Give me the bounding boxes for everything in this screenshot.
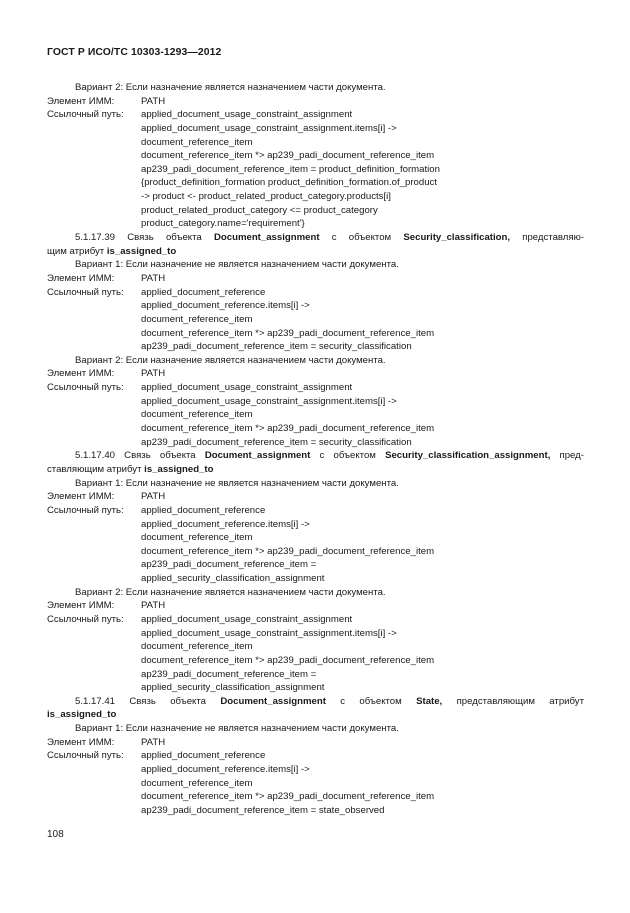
field-row bbox=[47, 108, 584, 122]
reference-path-line: product_category.name='requirement'} bbox=[141, 218, 305, 230]
field-value: applied_document_usage_constraint_assignment bbox=[141, 382, 353, 394]
reference-path-line: product_related_product_category <= product_category bbox=[141, 204, 378, 216]
field-row bbox=[47, 272, 584, 286]
field-label: Ссылочный путь: bbox=[47, 286, 124, 298]
reference-path-line: document_reference_item *> ap239_padi_document_reference_item bbox=[141, 791, 435, 803]
field-value: applied_document_reference bbox=[141, 504, 266, 516]
field-row bbox=[47, 381, 584, 395]
page-number: 108 bbox=[47, 829, 64, 840]
entity-name: Security_classification, bbox=[403, 232, 511, 244]
reference-path-line: applied_document_usage_constraint_assignment.items[i] -> bbox=[141, 395, 397, 407]
reference-path-line: applied_security_classification_assignment bbox=[141, 573, 325, 585]
section-heading-line bbox=[47, 708, 584, 722]
field-label: Ссылочный путь: bbox=[47, 750, 124, 762]
document-body bbox=[47, 81, 584, 818]
field-label: Элемент ИММ: bbox=[47, 272, 115, 284]
field-row bbox=[47, 490, 584, 504]
section-heading-line bbox=[47, 231, 584, 245]
reference-path-line: document_reference_item bbox=[141, 313, 253, 325]
reference-path-line: applied_document_usage_constraint_assignment.items[i] -> bbox=[141, 627, 397, 639]
field-label: Ссылочный путь: bbox=[47, 382, 124, 394]
reference-path-line: document_reference_item *> ap239_padi_document_reference_item bbox=[141, 545, 435, 557]
variant-line: Вариант 1: Если назначение не является назначением части документа. bbox=[75, 477, 399, 489]
field-value: applied_document_usage_constraint_assignment bbox=[141, 613, 353, 625]
field-row bbox=[47, 599, 584, 613]
field-value: PATH bbox=[141, 368, 166, 380]
field-value: applied_document_reference bbox=[141, 286, 266, 298]
field-row bbox=[47, 736, 584, 750]
heading-text: пред- bbox=[550, 450, 584, 462]
field-label: Элемент ИММ: bbox=[47, 736, 115, 748]
heading-text: представляю- bbox=[510, 232, 584, 244]
field-value: applied_document_usage_constraint_assignment bbox=[141, 109, 353, 121]
page-header: ГОСТ Р ИСО/ТС 10303-1293—2012 bbox=[47, 47, 222, 58]
reference-path-line: document_reference_item bbox=[141, 777, 253, 789]
field-value: PATH bbox=[141, 272, 166, 284]
field-label: Элемент ИММ: bbox=[47, 600, 115, 612]
heading-text: 5.1.17.39 Связь объекта bbox=[75, 232, 214, 244]
field-label: Ссылочный путь: bbox=[47, 613, 124, 625]
entity-name: Document_assignment bbox=[213, 232, 320, 244]
variant-line: Вариант 1: Если назначение не является назначением части документа. bbox=[75, 723, 399, 735]
heading-text: 5.1.17.40 Связь объекта bbox=[75, 450, 205, 462]
entity-name: is_assigned_to bbox=[47, 709, 117, 721]
entity-name: Document_assignment bbox=[204, 450, 311, 462]
reference-path-line: ap239_padi_document_reference_item = bbox=[141, 559, 317, 571]
reference-path-line: ap239_padi_document_reference_item = security_classification bbox=[141, 341, 412, 353]
reference-path-line: applied_document_usage_constraint_assignment.items[i] -> bbox=[141, 122, 397, 134]
variant-line: Вариант 2: Если назначение является назначением части документа. bbox=[75, 82, 386, 93]
entity-name: Security_classification_assignment, bbox=[385, 450, 551, 462]
reference-path-line: document_reference_item bbox=[141, 136, 253, 148]
field-row bbox=[47, 367, 584, 381]
field-value: PATH bbox=[141, 491, 166, 503]
reference-path-line: document_reference_item bbox=[141, 409, 253, 421]
variant-line: Вариант 1: Если назначение не является назначением части документа. bbox=[75, 259, 399, 271]
reference-path-line: document_reference_item *> ap239_padi_document_reference_item bbox=[141, 327, 435, 339]
reference-path-line: document_reference_item bbox=[141, 532, 253, 544]
heading-text: ставляющим атрибут bbox=[47, 463, 145, 475]
field-value: PATH bbox=[141, 600, 166, 612]
field-label: Элемент ИММ: bbox=[47, 95, 115, 107]
heading-text: представляющим атрибут bbox=[442, 695, 584, 707]
reference-path-line: -> product <- product_related_product_category.products[i] bbox=[141, 191, 391, 203]
field-label: Элемент ИММ: bbox=[47, 368, 115, 380]
reference-path-line: applied_security_classification_assignment bbox=[141, 682, 325, 694]
field-value: PATH bbox=[141, 95, 166, 107]
reference-path-line: ap239_padi_document_reference_item = bbox=[141, 668, 317, 680]
entity-name: Document_assignment bbox=[220, 695, 326, 707]
reference-path-line: document_reference_item *> ap239_padi_document_reference_item bbox=[141, 150, 435, 162]
field-row bbox=[47, 286, 584, 300]
field-row bbox=[47, 613, 584, 627]
reference-path-line: ap239_padi_document_reference_item = product_definition_formation bbox=[141, 163, 440, 175]
reference-path-line: applied_document_reference.items[i] -> bbox=[141, 764, 310, 776]
section-heading-line bbox=[47, 449, 584, 463]
reference-path-line: document_reference_item *> ap239_padi_document_reference_item bbox=[141, 423, 435, 435]
field-row bbox=[47, 749, 584, 763]
field-value: PATH bbox=[141, 736, 166, 748]
field-value: applied_document_reference bbox=[141, 750, 266, 762]
reference-path-line: {product_definition_formation product_definition_formation.of_product bbox=[141, 177, 438, 189]
entity-name: is_assigned_to bbox=[106, 245, 177, 257]
entity-name: State, bbox=[416, 695, 443, 707]
field-label: Элемент ИММ: bbox=[47, 491, 115, 503]
reference-path-line: ap239_padi_document_reference_item = state_observed bbox=[141, 804, 385, 816]
heading-text: щим атрибут bbox=[47, 245, 107, 257]
reference-path-line: applied_document_reference.items[i] -> bbox=[141, 300, 310, 312]
field-label: Ссылочный путь: bbox=[47, 504, 124, 516]
heading-text: с объектом bbox=[325, 695, 417, 707]
variant-line: Вариант 2: Если назначение является назначением части документа. bbox=[75, 354, 386, 366]
heading-text: 5.1.17.41 Связь объекта bbox=[75, 695, 221, 707]
field-label: Ссылочный путь: bbox=[47, 109, 124, 121]
heading-text: с объектом bbox=[319, 232, 404, 244]
field-row bbox=[47, 504, 584, 518]
section-heading-line bbox=[47, 245, 584, 259]
heading-text: с объектом bbox=[310, 450, 386, 462]
variant-line: Вариант 2: Если назначение является назначением части документа. bbox=[75, 586, 386, 598]
reference-path-line: document_reference_item bbox=[141, 641, 253, 653]
section-heading-line bbox=[47, 463, 584, 477]
reference-path-line: document_reference_item *> ap239_padi_document_reference_item bbox=[141, 654, 435, 666]
reference-path-line: ap239_padi_document_reference_item = security_classification bbox=[141, 436, 412, 448]
section-heading-line bbox=[47, 695, 584, 709]
entity-name: is_assigned_to bbox=[144, 463, 214, 475]
field-row bbox=[47, 95, 584, 109]
reference-path-line: applied_document_reference.items[i] -> bbox=[141, 518, 310, 530]
